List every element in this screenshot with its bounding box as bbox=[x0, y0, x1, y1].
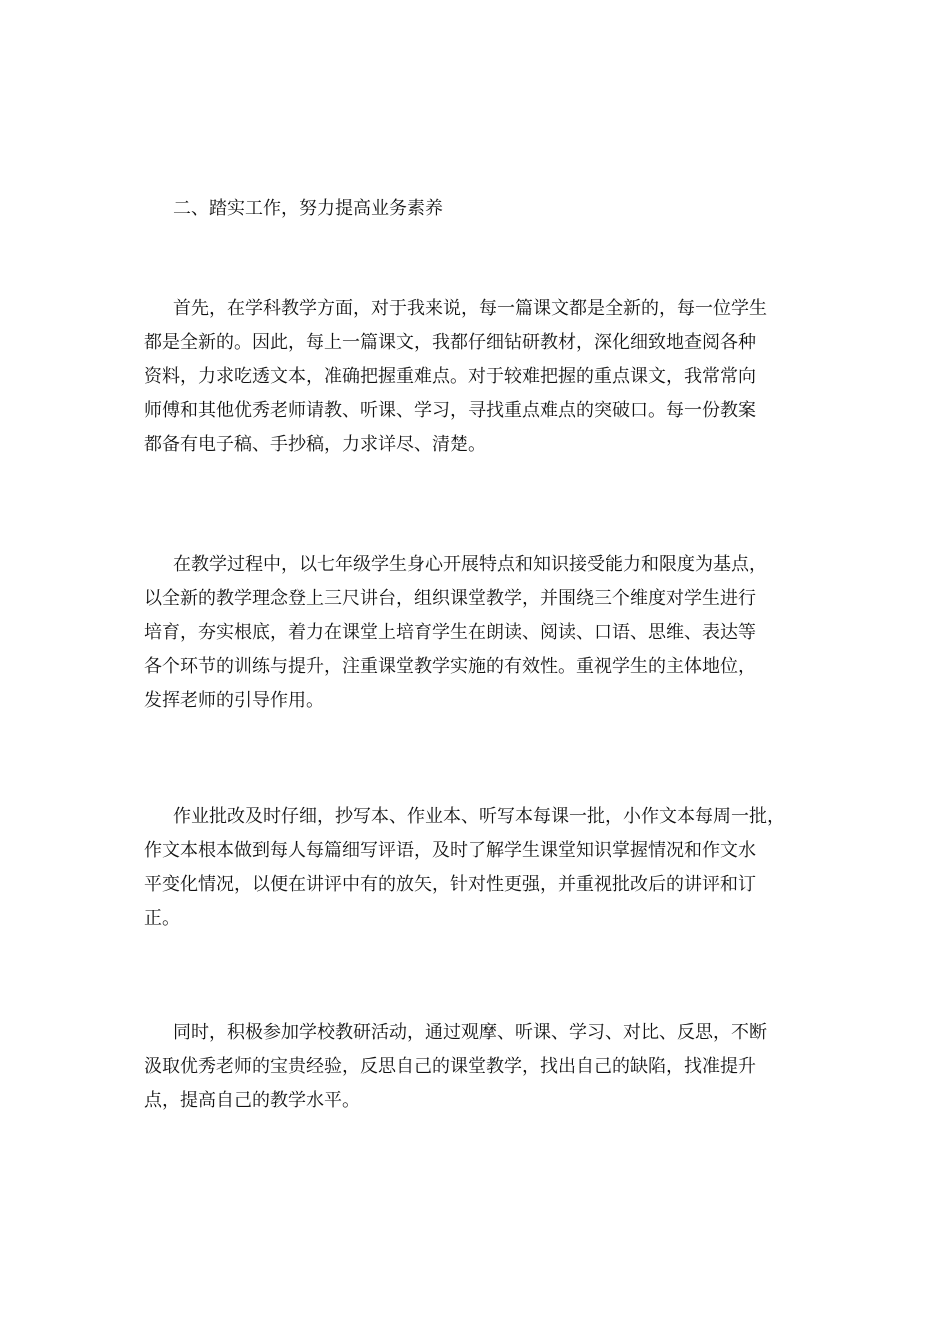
paragraph-line: 在教学过程中，以七年级学生身心开展特点和知识接受能力和限度为基点， bbox=[173, 554, 767, 575]
paragraph-line: 都备有电子稿、手抄稿，力求详尽、清楚。 bbox=[144, 434, 486, 455]
section-heading-block bbox=[144, 192, 824, 226]
paragraph-3 bbox=[144, 800, 824, 936]
paragraph-4 bbox=[144, 1016, 824, 1118]
section-heading: 二、踏实工作，努力提高业务素养 bbox=[173, 198, 443, 219]
paragraph-line: 正。 bbox=[144, 908, 180, 929]
paragraph-line: 资料，力求吃透文本，准确把握重难点。对于较难把握的重点课文，我常常向 bbox=[144, 366, 756, 387]
paragraph-line: 各个环节的训练与提升，注重课堂教学实施的有效性。重视学生的主体地位， bbox=[144, 656, 756, 677]
paragraph-line: 以全新的教学理念登上三尺讲台，组织课堂教学，并围绕三个维度对学生进行 bbox=[144, 588, 756, 609]
paragraph-line: 师傅和其他优秀老师请教、听课、学习，寻找重点难点的突破口。每一份教案 bbox=[144, 400, 756, 421]
paragraph-line: 作业批改及时仔细，抄写本、作业本、听写本每课一批，小作文本每周一批， bbox=[173, 806, 785, 827]
paragraph-line: 同时，积极参加学校教研活动，通过观摩、听课、学习、对比、反思，不断 bbox=[173, 1022, 767, 1043]
paragraph-line: 发挥老师的引导作用。 bbox=[144, 690, 324, 711]
paragraph-line: 平变化情况，以便在讲评中有的放矢，针对性更强，并重视批改后的讲评和订 bbox=[144, 874, 756, 895]
paragraph-line: 点，提高自己的教学水平。 bbox=[144, 1090, 360, 1111]
paragraph-line: 首先，在学科教学方面，对于我来说，每一篇课文都是全新的，每一位学生 bbox=[173, 298, 767, 319]
paragraph-line: 培育，夯实根底，着力在课堂上培育学生在朗读、阅读、口语、思维、表达等 bbox=[144, 622, 756, 643]
paragraph-line: 汲取优秀老师的宝贵经验，反思自己的课堂教学，找出自己的缺陷，找准提升 bbox=[144, 1056, 756, 1077]
paragraph-2 bbox=[144, 548, 824, 718]
paragraph-line: 作文本根本做到每人每篇细写评语，及时了解学生课堂知识掌握情况和作文水 bbox=[144, 840, 756, 861]
paragraph-1 bbox=[144, 292, 824, 462]
paragraph-line: 都是全新的。因此，每上一篇课文，我都仔细钻研教材，深化细致地查阅各种 bbox=[144, 332, 756, 353]
